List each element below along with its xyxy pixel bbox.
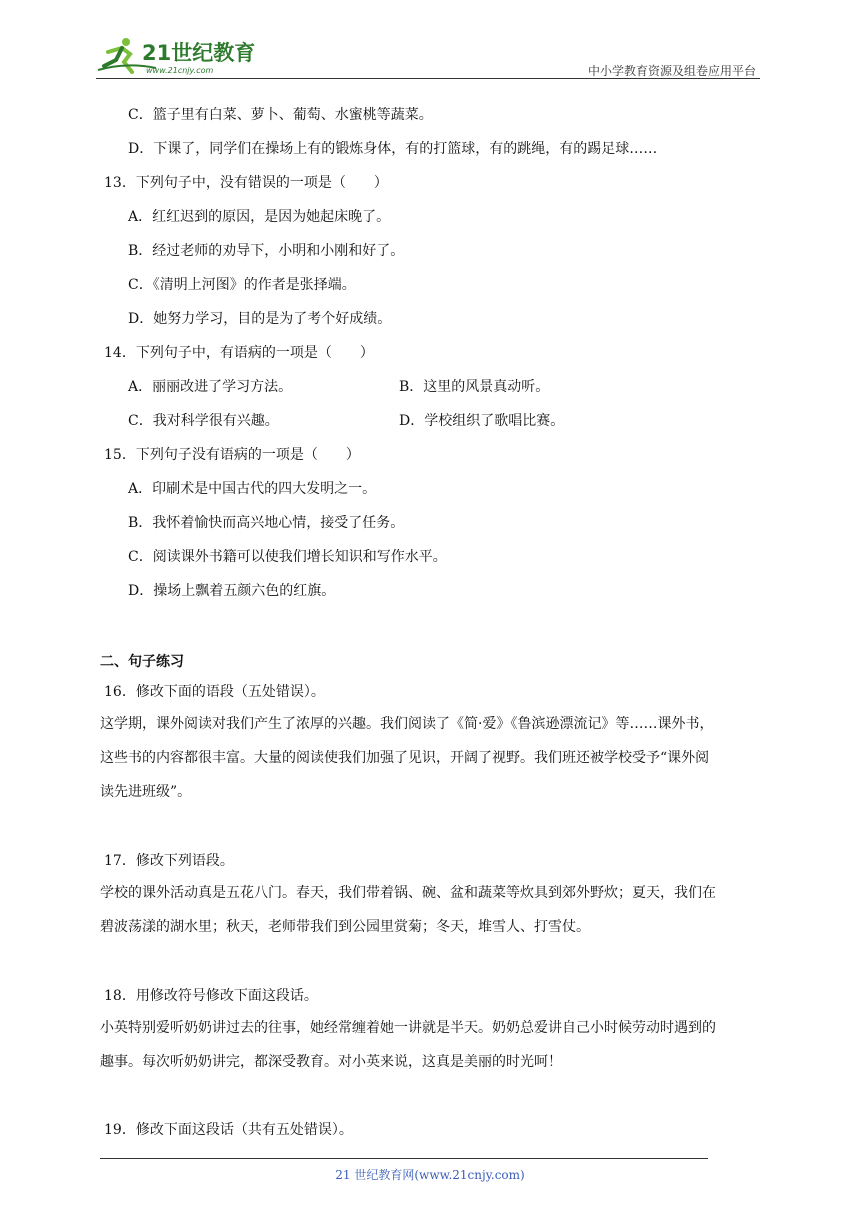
footer-text: 21 世纪教育网(www.21cnjy.com) [335,1168,525,1182]
question-17: 17．修改下列语段。 [104,853,234,869]
question-16: 16．修改下面的语段（五处错误）。 [104,684,325,700]
logo-21cnjy [96,36,266,76]
passage-17-line-1: 学校的课外活动真是五花八门。春天，我们带着锅、碗、盆和蔬菜等炊具到郊外野炊；夏天，我们在 [100,885,716,901]
option-13-a: A．红红迟到的原因，是因为她起床晚了。 [128,209,391,225]
option-15-d: D．操场上飘着五颜六色的红旗。 [128,583,336,599]
option-15-c: C．阅读课外书籍可以使我们增长知识和写作水平。 [128,549,447,565]
option-13-b: B．经过老师的劝导下，小明和小刚和好了。 [128,243,405,259]
page-header [96,30,760,78]
platform-name: 中小学教育资源及组卷应用平台 [587,64,756,78]
question-19: 19．修改下面这段话（共有五处错误）。 [104,1122,353,1138]
option-14-a: A．丽丽改进了学习方法。 [128,379,293,395]
passage-18-line-1: 小英特别爱听奶奶讲过去的往事，她经常缠着她一讲就是半天。奶奶总爱讲自己小时候劳动时遇到的 [100,1020,716,1036]
option-12-c: C．篮子里有白菜、萝卜、葡萄、水蜜桃等蔬菜。 [128,107,433,123]
passage-17-line-2: 碧波荡漾的湖水里；秋天，老师带我们到公园里赏菊；冬天，堆雪人、打雪仗。 [100,919,590,935]
section-title-2: 二、句子练习 [100,654,184,670]
svg-text:21世纪教育: 21世纪教育 [142,41,256,65]
svg-text:www.21cnjy.com: www.21cnjy.com [146,66,214,75]
header-divider [96,78,760,79]
option-12-d: D．下课了，同学们在操场上有的锻炼身体，有的打篮球，有的跳绳，有的踢足球…… [128,141,658,157]
footer-divider [100,1158,708,1159]
passage-16-line-3: 读先进班级”。 [100,784,192,800]
passage-18-line-2: 趣事。每次听奶奶讲完，都深受教育。对小英来说，这真是美丽的时光呵！ [100,1054,562,1070]
question-13: 13．下列句子中，没有错误的一项是（ ） [104,175,388,191]
option-13-c: C．《清明上河图》的作者是张择端。 [128,277,356,293]
option-14-d: D．学校组织了歌唱比赛。 [399,413,565,429]
option-15-a: A．印刷术是中国古代的四大发明之一。 [128,481,377,497]
option-14-b: B．这里的风景真动听。 [399,379,550,395]
question-15: 15．下列句子没有语病的一项是（ ） [104,447,360,463]
question-18: 18．用修改符号修改下面这段话。 [104,988,318,1004]
question-14: 14．下列句子中，有语病的一项是（ ） [104,345,374,361]
option-15-b: B．我怀着愉快而高兴地心情，接受了任务。 [128,515,405,531]
option-14-c: C．我对科学很有兴趣。 [128,413,279,429]
passage-16-line-2: 这些书的内容都很丰富。大量的阅读使我们加强了见识，开阔了视野。我们班还被学校受予“课外阅 [100,750,710,766]
passage-16-line-1: 这学期，课外阅读对我们产生了浓厚的兴趣。我们阅读了《简·爱》《鲁滨逊漂流记》等……课外书， [100,716,714,732]
option-13-d: D．她努力学习，目的是为了考个好成绩。 [128,311,392,327]
